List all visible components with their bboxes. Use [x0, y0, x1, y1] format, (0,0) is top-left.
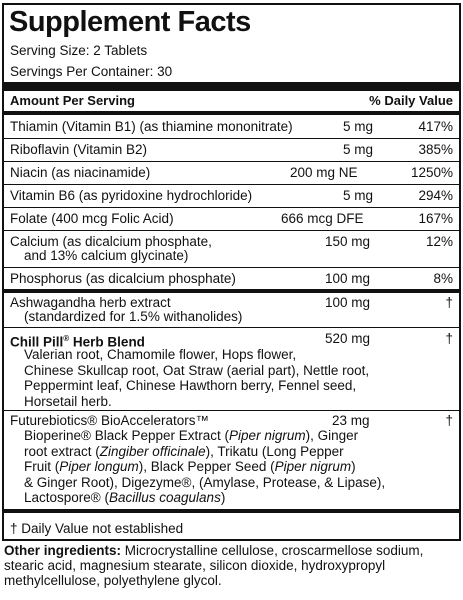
- medium-divider: [4, 111, 459, 115]
- servings-per-container: Servings Per Container: 30: [10, 64, 173, 79]
- ingredient-name-continued: (standardized for 1.5% withanolides): [24, 309, 243, 324]
- amount-per-serving-header: Amount Per Serving: [10, 93, 135, 108]
- row-divider: [4, 184, 459, 185]
- other-ingredients-label: Other ingredients:: [4, 543, 122, 558]
- nutrient-dv: 167%: [418, 211, 453, 226]
- supplement-facts-panel: [2, 3, 461, 541]
- nutrient-dv: 417%: [418, 119, 453, 134]
- nutrient-amount: 200 mg NE: [290, 165, 358, 180]
- nutrient-amount: 5 mg: [343, 119, 374, 134]
- daily-value-footnote: † Daily Value not established: [10, 521, 184, 536]
- row-divider: [4, 327, 459, 328]
- nutrient-name: Folate (400 mcg Folic Acid): [10, 211, 174, 226]
- row-divider: [4, 138, 459, 139]
- nutrient-amount: 5 mg: [343, 142, 374, 157]
- other-ingredients: [4, 543, 460, 589]
- nutrient-name: Thiamin (Vitamin B1) (as thiamine mononitrate): [10, 119, 293, 134]
- blend-dv: †: [445, 331, 453, 346]
- blend-ingredients: Bioperine® Black Pepper Extract (Piper nigrum), Ginger root extract (Zingiber officinale), Trikatu (Long Pepper Fruit (Piper longum), Black Pepper Seed (Piper nigrum) & Ginger Root), Digezyme®, (Amylase, Protease, & Lipase), Lactospore® (Bacillus coagulans): [24, 428, 386, 505]
- serving-size: Serving Size: 2 Tablets: [10, 43, 148, 58]
- nutrient-amount: 100 mg: [325, 271, 371, 286]
- nutrient-name-continued: and 13% calcium glycinate): [24, 248, 189, 263]
- nutrient-dv: 12%: [425, 234, 453, 249]
- nutrient-name: Phosphorus (as dicalcium phosphate): [10, 271, 236, 286]
- nutrient-dv: 294%: [418, 188, 453, 203]
- other-ingredients-text: Microcrystalline cellulose, croscarmellose sodium, stearic acid, magnesium stearate, silicon dioxide, hydroxypropyl methylcellulose, polyethylene glycol.: [4, 543, 424, 589]
- ingredient-dv: †: [445, 295, 453, 310]
- nutrient-dv: 8%: [433, 271, 453, 286]
- nutrient-name: Calcium (as dicalcium phosphate,: [10, 234, 212, 249]
- nutrient-dv: 385%: [418, 142, 453, 157]
- row-divider: [4, 207, 459, 208]
- row-divider: [4, 230, 459, 231]
- medium-divider: [4, 289, 459, 293]
- blend-amount: 520 mg: [325, 331, 371, 346]
- blend-dv: †: [445, 413, 453, 428]
- panel-title: Supplement Facts: [9, 6, 251, 38]
- thick-divider: [4, 82, 459, 91]
- ingredient-name: Ashwagandha herb extract: [10, 295, 171, 310]
- nutrient-name: Niacin (as niacinamide): [10, 165, 151, 180]
- nutrient-amount: 5 mg: [343, 188, 374, 203]
- row-divider: [4, 410, 459, 411]
- blend-ingredients: Valerian root, Chamomile flower, Hops flower, Chinese Skullcap root, Oat Straw (aerial part), Nettle root, Peppermint leaf, Chinese Hawthorn berry, Fennel seed, Horsetail herb.: [24, 347, 370, 409]
- daily-value-header: % Daily Value: [369, 93, 453, 108]
- ingredient-amount: 100 mg: [325, 295, 371, 310]
- nutrient-row: [4, 234, 459, 264]
- nutrient-name: Riboflavin (Vitamin B2): [10, 142, 148, 157]
- row-divider: [4, 267, 459, 268]
- nutrient-amount: 150 mg: [325, 234, 371, 249]
- nutrient-name: Vitamin B6 (as pyridoxine hydrochloride): [10, 188, 253, 203]
- blend-name: Chill Pill® Herb Blend: [10, 334, 145, 350]
- nutrient-amount: 666 mcg DFE: [281, 211, 364, 226]
- blend-amount: 23 mg: [332, 413, 370, 428]
- medium-divider: [4, 509, 459, 513]
- blend-name: Futurebiotics® BioAccelerators™: [10, 413, 210, 428]
- ingredient-row: [4, 295, 459, 325]
- nutrient-dv: 1250%: [410, 165, 453, 180]
- row-divider: [4, 161, 459, 162]
